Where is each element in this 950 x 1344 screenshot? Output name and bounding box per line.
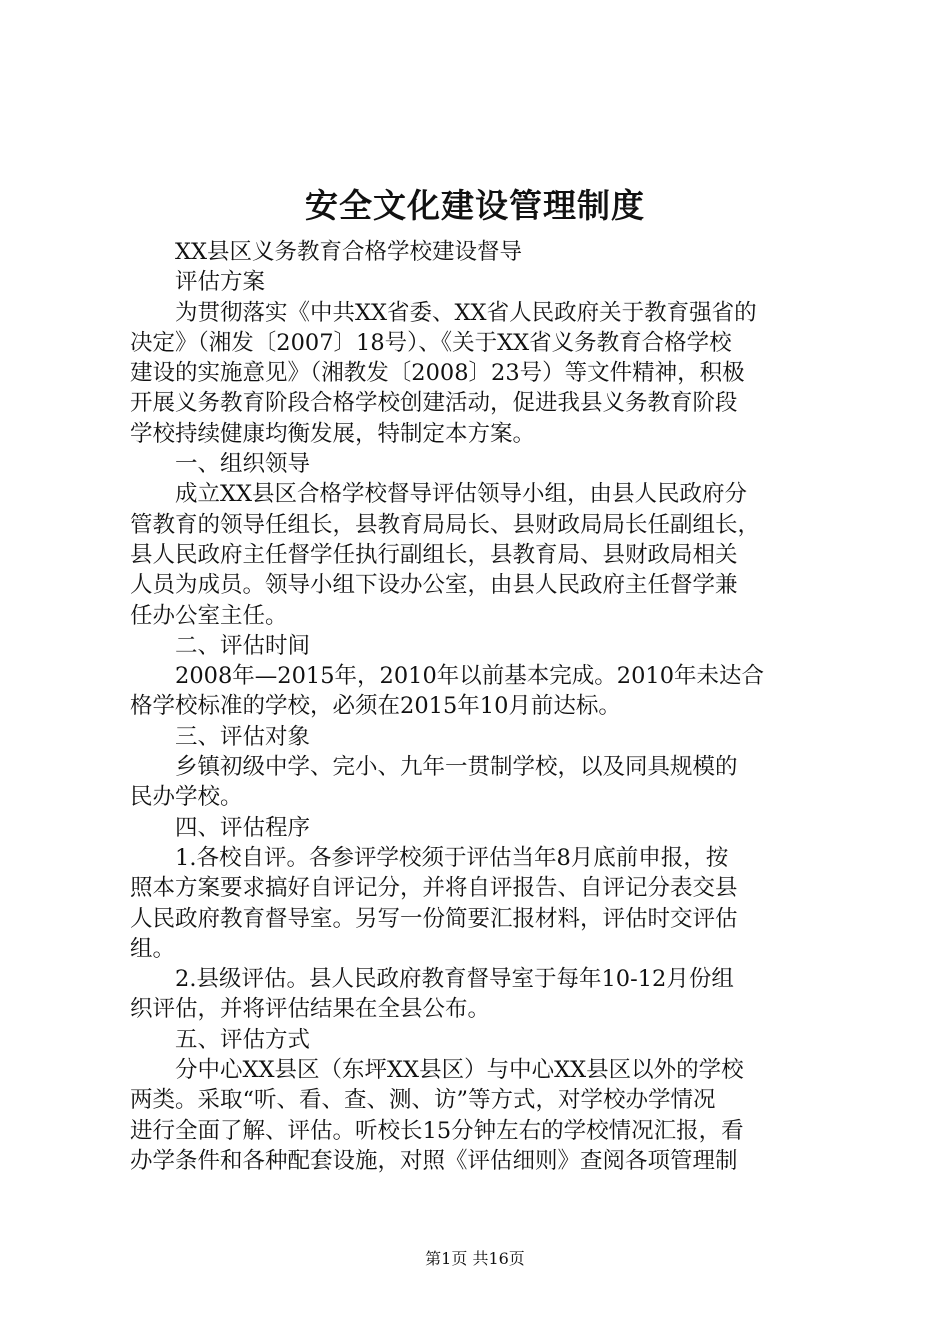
text-line: 民办学校。	[130, 784, 243, 811]
text-line: 五、评估方式	[175, 1026, 311, 1053]
text-line: 成立XX县区合格学校督导评估领导小组，由县人民政府分	[175, 481, 748, 508]
document-title: 安全文化建设管理制度	[305, 186, 645, 225]
text-line: 人民政府教育督导室。另写一份简要汇报材料，评估时交评估	[130, 905, 738, 932]
text-line: 织评估，并将评估结果在全县公布。	[130, 996, 491, 1023]
text-line: 进行全面了解、评估。听校长15分钟左右的学校情况汇报，看	[130, 1117, 744, 1144]
text-line: 管教育的领导任组长，县教育局局长、县财政局局长任副组长，	[130, 511, 761, 538]
text-line: 2.县级评估。县人民政府教育督导室于每年10-12月份组	[175, 966, 734, 993]
text-line: 任办公室主任。	[130, 602, 288, 629]
text-line: 办学条件和各种配套设施，对照《评估细则》查阅各项管理制	[130, 1147, 738, 1174]
text-line: 县人民政府主任督学任执行副组长，县教育局、县财政局相关	[130, 541, 738, 568]
text-line: XX县区义务教育合格学校建设督导	[175, 239, 523, 265]
text-line: 照本方案要求搞好自评记分，并将自评报告、自评记分表交县	[130, 875, 738, 902]
text-line: 格学校标准的学校，必须在2015年10月前达标。	[130, 693, 621, 720]
text-line: 2008年—2015年，2010年以前基本完成。2010年未达合	[175, 663, 765, 690]
text-line: 乡镇初级中学、完小、九年一贯制学校，以及同具规模的	[175, 754, 738, 781]
text-line: 组。	[130, 935, 176, 962]
text-line: 两类。采取“听、看、查、测、访”等方式，对学校办学情况	[130, 1087, 716, 1114]
text-line: 1.各校自评。各参评学校须于评估当年8月底前申报，按	[175, 844, 729, 871]
text-line: 分中心XX县区（东坪XX县区）与中心XX县区以外的学校	[175, 1057, 744, 1084]
text-line: 开展义务教育阶段合格学校创建活动，促进我县义务教育阶段	[130, 390, 738, 417]
text-line: 评估方案	[175, 269, 266, 296]
page-footer: 第1页 共16页	[425, 1249, 525, 1268]
text-line: 建设的实施意见》（湘教发〔2008〕23号）等文件精神，积极	[130, 360, 745, 387]
text-line: 决定》（湘发〔2007〕18号）、《关于XX省义务教育合格学校	[130, 329, 732, 356]
text-line: 四、评估程序	[175, 814, 311, 841]
text-line: 为贯彻落实《中共XX省委、XX省人民政府关于教育强省的	[175, 299, 757, 326]
text-line: 学校持续健康均衡发展，特制定本方案。	[130, 420, 536, 447]
text-line: 二、评估时间	[175, 632, 311, 659]
text-line: 一、组织领导	[175, 451, 311, 478]
document-body	[130, 237, 835, 1176]
text-line: 人员为成员。领导小组下设办公室，由县人民政府主任督学兼	[130, 572, 738, 599]
text-line: 三、评估对象	[175, 723, 311, 750]
